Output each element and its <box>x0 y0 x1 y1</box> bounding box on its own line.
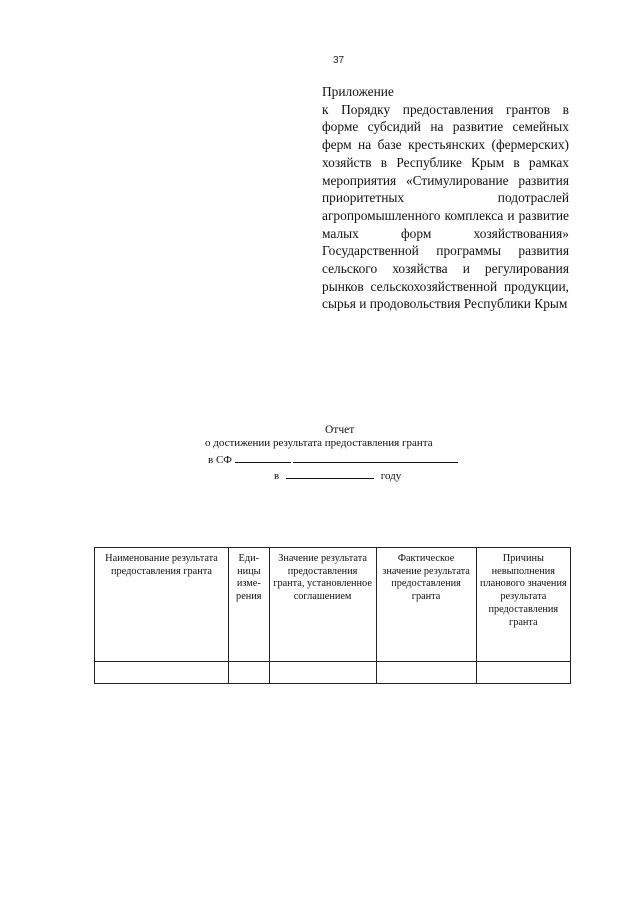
table-row <box>95 662 571 684</box>
header-reasons: Причины невыполнения планового значения результата предоставления гранта <box>476 548 570 662</box>
year-blank <box>286 468 374 479</box>
header-result-name: Наименование результата предоставления гранта <box>95 548 229 662</box>
report-year-line <box>274 468 401 482</box>
report-subtitle: о достижении результата предоставления гранта <box>205 437 433 449</box>
report-title: Отчет <box>325 424 355 436</box>
table-cell <box>476 662 570 684</box>
page-number: 37 <box>333 55 345 66</box>
report-recipient-line <box>208 452 458 466</box>
header-planned-value: Значение результата предоставления гранта, установленное соглашением <box>269 548 376 662</box>
table-cell <box>376 662 476 684</box>
recipient-blank-long <box>293 452 458 463</box>
report-year-prefix: в <box>274 470 280 482</box>
header-unit: Еди-ницы изме-рения <box>228 548 269 662</box>
report-sf-prefix: в СФ <box>208 454 232 466</box>
table-cell <box>95 662 229 684</box>
appendix-block <box>322 83 569 313</box>
table-header-row <box>95 548 571 662</box>
report-year-suffix: году <box>380 470 402 482</box>
recipient-blank-short <box>235 452 291 463</box>
results-table <box>94 547 571 684</box>
appendix-body: к Порядку предоставления грантов в форме субсидий на развитие семейных ферм на базе крестьянских (фермерских) хозяйств в Республике Крым в рамках мероприятия «Стимулирование развития приоритетных подотраслей агропромышленного комплекса и развитие малых форм хозяйствования» Государственной программы развития сельского хозяйства и регулирования рынков сельскохозяйственной продукции, сырья и продовольствия Республики Крым <box>322 101 569 312</box>
table-cell <box>269 662 376 684</box>
appendix-title: Приложение <box>322 84 394 99</box>
header-actual-value: Фактическое значение результата предоставления гранта <box>376 548 476 662</box>
table-cell <box>228 662 269 684</box>
